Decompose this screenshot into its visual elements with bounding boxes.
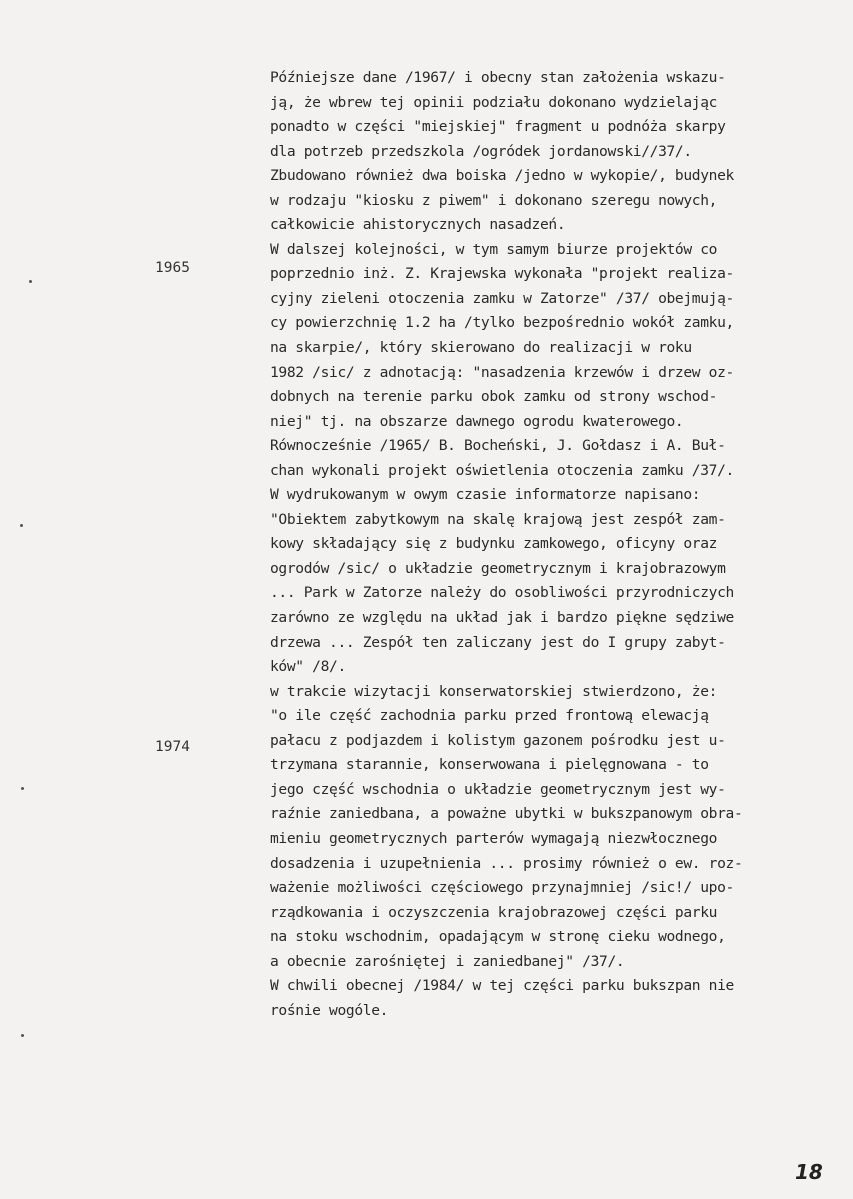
text-line: ków" /8/. xyxy=(270,658,346,676)
text-line: mieniu geometrycznych parterów wymagają niezwłocznego xyxy=(270,829,718,847)
text-line: ogrodów /sic/ o układzie geometrycznym i krajobrazowym xyxy=(270,559,726,577)
text-line: cy powierzchnię 1.2 ha /tylko bezpośrednio wokół zamku, xyxy=(270,314,734,332)
text-line: drzewa ... Zespół ten zaliczany jest do I grupy zabyt- xyxy=(270,633,726,651)
text-line: pałacu z podjazdem i kolistym gazonem pośrodku jest u- xyxy=(270,731,726,749)
text-line: na stoku wschodnim, opadającym w stronę cieku wodnego, xyxy=(270,928,726,946)
text-line: W wydrukowanym w owym czasie informatorze napisano: xyxy=(270,486,701,504)
text-line: całkowicie ahistorycznych nasadzeń. xyxy=(270,216,566,234)
text-line: cyjny zieleni otoczenia zamku w Zatorze" /37/ obejmują- xyxy=(270,289,734,307)
text-line: jego część wschodnia o układzie geometrycznym jest wy- xyxy=(270,780,726,798)
text-line: w trakcie wizytacji konserwatorskiej stwierdzono, że: xyxy=(270,682,718,700)
page-number: 18 xyxy=(795,1160,823,1184)
scan-speck xyxy=(21,787,24,790)
text-line: ją, że wbrew tej opinii podziału dokonano wydzielając xyxy=(270,93,718,111)
text-line: dla potrzeb przedszkola /ogródek jordanowski//37/. xyxy=(270,142,692,160)
text-line: ważenie możliwości częściowego przynajmniej /sic!/ upo- xyxy=(270,879,734,897)
text-line: chan wykonali projekt oświetlenia otoczenia zamku /37/. xyxy=(270,461,734,479)
text-line: W chwili obecnej /1984/ w tej części parku bukszpan nie xyxy=(270,977,734,995)
text-line: W dalszej kolejności, w tym samym biurze projektów co xyxy=(270,240,718,258)
text-line: poprzednio inż. Z. Krajewska wykonała "projekt realiza- xyxy=(270,265,734,283)
text-line: niej" tj. na obszarze dawnego ogrodu kwaterowego. xyxy=(270,412,684,430)
text-line: a obecnie zarośniętej i zaniedbanej" /37/. xyxy=(270,952,625,970)
scan-speck xyxy=(29,280,32,283)
body-text xyxy=(270,66,850,1023)
text-line: zarówno ze względu na układ jak i bardzo piękne sędziwe xyxy=(270,609,734,627)
text-line: "o ile część zachodnia parku przed frontową elewacją xyxy=(270,707,709,725)
text-line: kowy składający się z budynku zamkowego, oficyny oraz xyxy=(270,535,718,553)
text-line: ... Park w Zatorze należy do osobliwości przyrodniczych xyxy=(270,584,734,602)
text-line: w rodzaju "kiosku z piwem" i dokonano szeregu nowych, xyxy=(270,191,718,209)
text-line: Równocześnie /1965/ B. Bocheński, J. Gołdasz i A. Buł- xyxy=(270,437,726,455)
text-line: ponadto w części "miejskiej" fragment u podnóża skarpy xyxy=(270,118,726,136)
text-line: dosadzenia i uzupełnienia ... prosimy również o ew. roz- xyxy=(270,854,743,872)
text-line: rośnie wogóle. xyxy=(270,1001,389,1019)
text-line: 1982 /sic/ z adnotacją: "nasadzenia krzewów i drzew oz- xyxy=(270,363,734,381)
text-line: trzymana starannie, konserwowana i pielęgnowana - to xyxy=(270,756,709,774)
text-line: rządkowania i oczyszczenia krajobrazowej części parku xyxy=(270,903,718,921)
text-line: Późniejsze dane /1967/ i obecny stan założenia wskazu- xyxy=(270,69,726,86)
text-line: dobnych na terenie parku obok zamku od strony wschod- xyxy=(270,388,718,406)
margin-year-1965: 1965 xyxy=(155,260,190,276)
margin-year-1974: 1974 xyxy=(155,739,190,755)
text-line: "Obiektem zabytkowym na skalę krajową jest zespół zam- xyxy=(270,510,726,528)
scan-speck xyxy=(21,1034,24,1037)
text-line: Zbudowano również dwa boiska /jedno w wykopie/, budynek xyxy=(270,167,734,185)
text-line: na skarpie/, który skierowano do realizacji w roku xyxy=(270,339,692,357)
text-line: raźnie zaniedbana, a poważne ubytki w bukszpanowym obra- xyxy=(270,805,743,823)
scan-speck xyxy=(20,524,23,527)
